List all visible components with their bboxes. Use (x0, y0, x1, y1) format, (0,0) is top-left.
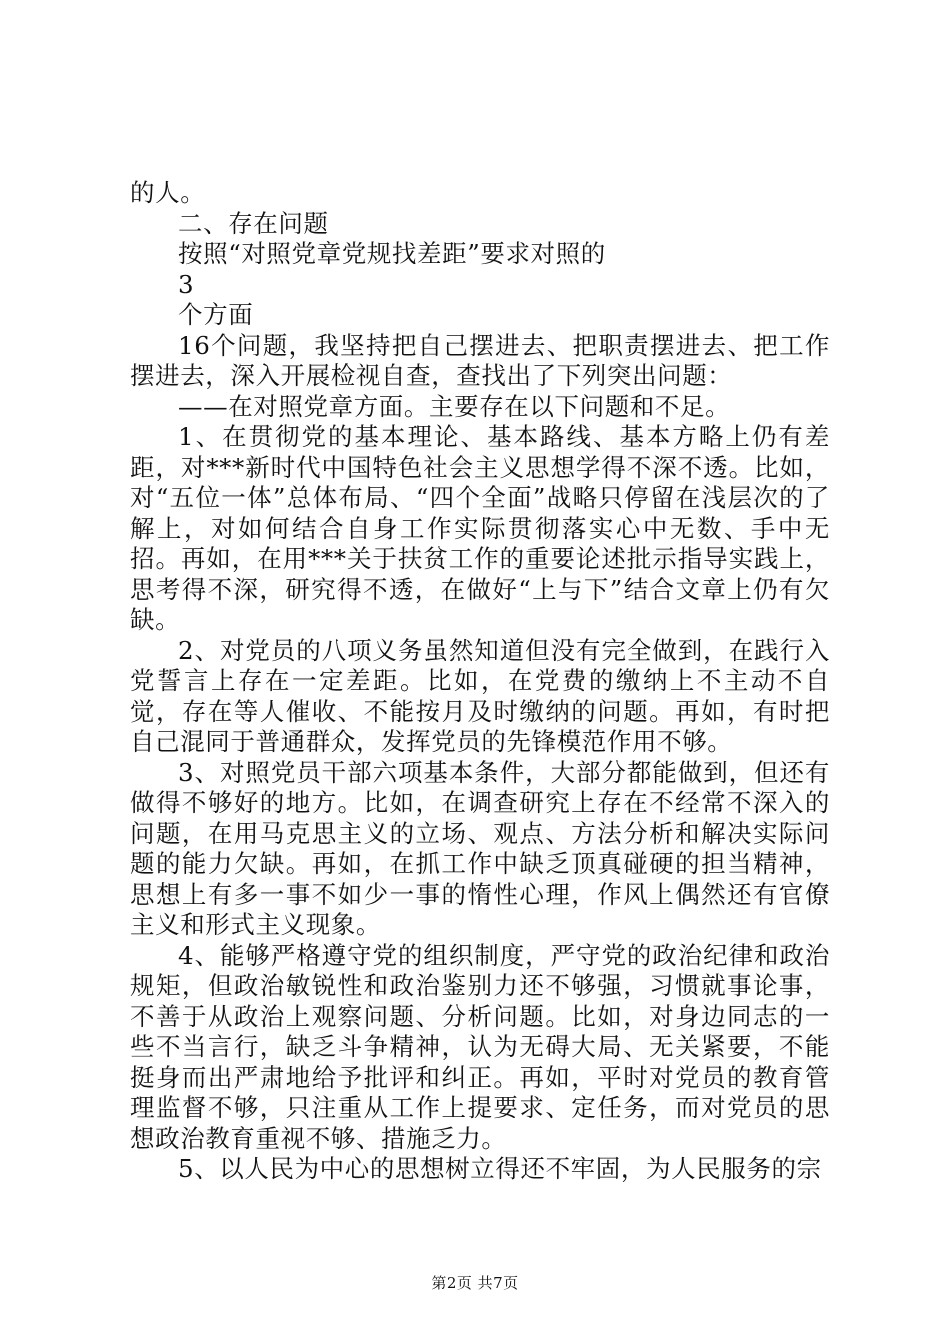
document-body (130, 178, 830, 1185)
paragraph: 16个问题，我坚持把自己摆进去、把职责摆进去、把工作摆进去，深入开展检视自查，查找出了下列突出问题： (130, 330, 830, 390)
subsection-heading: ——在对照党章方面。主要存在以下问题和不足。 (178, 391, 731, 421)
paragraph: 个方面 (178, 300, 254, 329)
paragraph-item-3: 3、对照党员干部六项基本条件，大部分都能做到，但还有做得不够好的地方。比如，在调查研究上存在不经常不深入的问题，在用马克思主义的立场、观点、方法分析和解决实际问题的能力欠缺。再如，在抓工作中缺乏顶真碰硬的担当精神，思想上有多一事不如少一事的惰性心理，作风上偶然还有官僚主义和形式主义现象。 (130, 757, 830, 939)
paragraph-item-1: 1、在贯彻党的基本理论、基本路线、基本方略上仍有差距，对***新时代中国特色社会主义思想学得不深不透。比如，对“五位一体”总体布局、“四个全面”战略只停留在浅层次的了解上，对如何结合自身工作实际贯彻落实心中无数、手中无招。再如，在用***关于扶贫工作的重要论述批示指导实践上，思考得不深，研究得不透，在做好“上与下”结合文章上仍有欠缺。 (130, 422, 830, 634)
paragraph: 按照“对照党章党规找差距”要求对照的 (178, 239, 606, 268)
page-footer: 第2页 共7页 (431, 1274, 519, 1292)
paragraph: 3 (178, 269, 195, 299)
paragraph-item-2: 2、对党员的八项义务虽然知道但没有完全做到，在践行入党誓言上存在一定差距。比如，在党费的缴纳上不主动不自觉，存在等人催收、不能按月及时缴纳的问题。再如，有时把自己混同于普通群众，发挥党员的先锋模范作用不够。 (130, 635, 830, 756)
paragraph-continuation: 的人。 (130, 178, 206, 207)
paragraph-item-5: 5、以人民为中心的思想树立得还不牢固，为人民服务的宗 (178, 1154, 822, 1183)
paragraph-item-4: 4、能够严格遵守党的组织制度，严守党的政治纪律和政治规矩，但政治敏锐性和政治鉴别力还不够强，习惯就事论事，不善于从政治上观察问题、分析问题。比如，对身边同志的一些不当言行，缺乏斗争精神，认为无碍大局、无关紧要，不能挺身而出严肃地给予批评和纠正。再如，平时对党员的教育管理监督不够，只注重从工作上提要求、定任务，而对党员的思想政治教育重视不够、措施乏力。 (130, 940, 830, 1153)
section-heading: 二、存在问题 (178, 208, 329, 238)
